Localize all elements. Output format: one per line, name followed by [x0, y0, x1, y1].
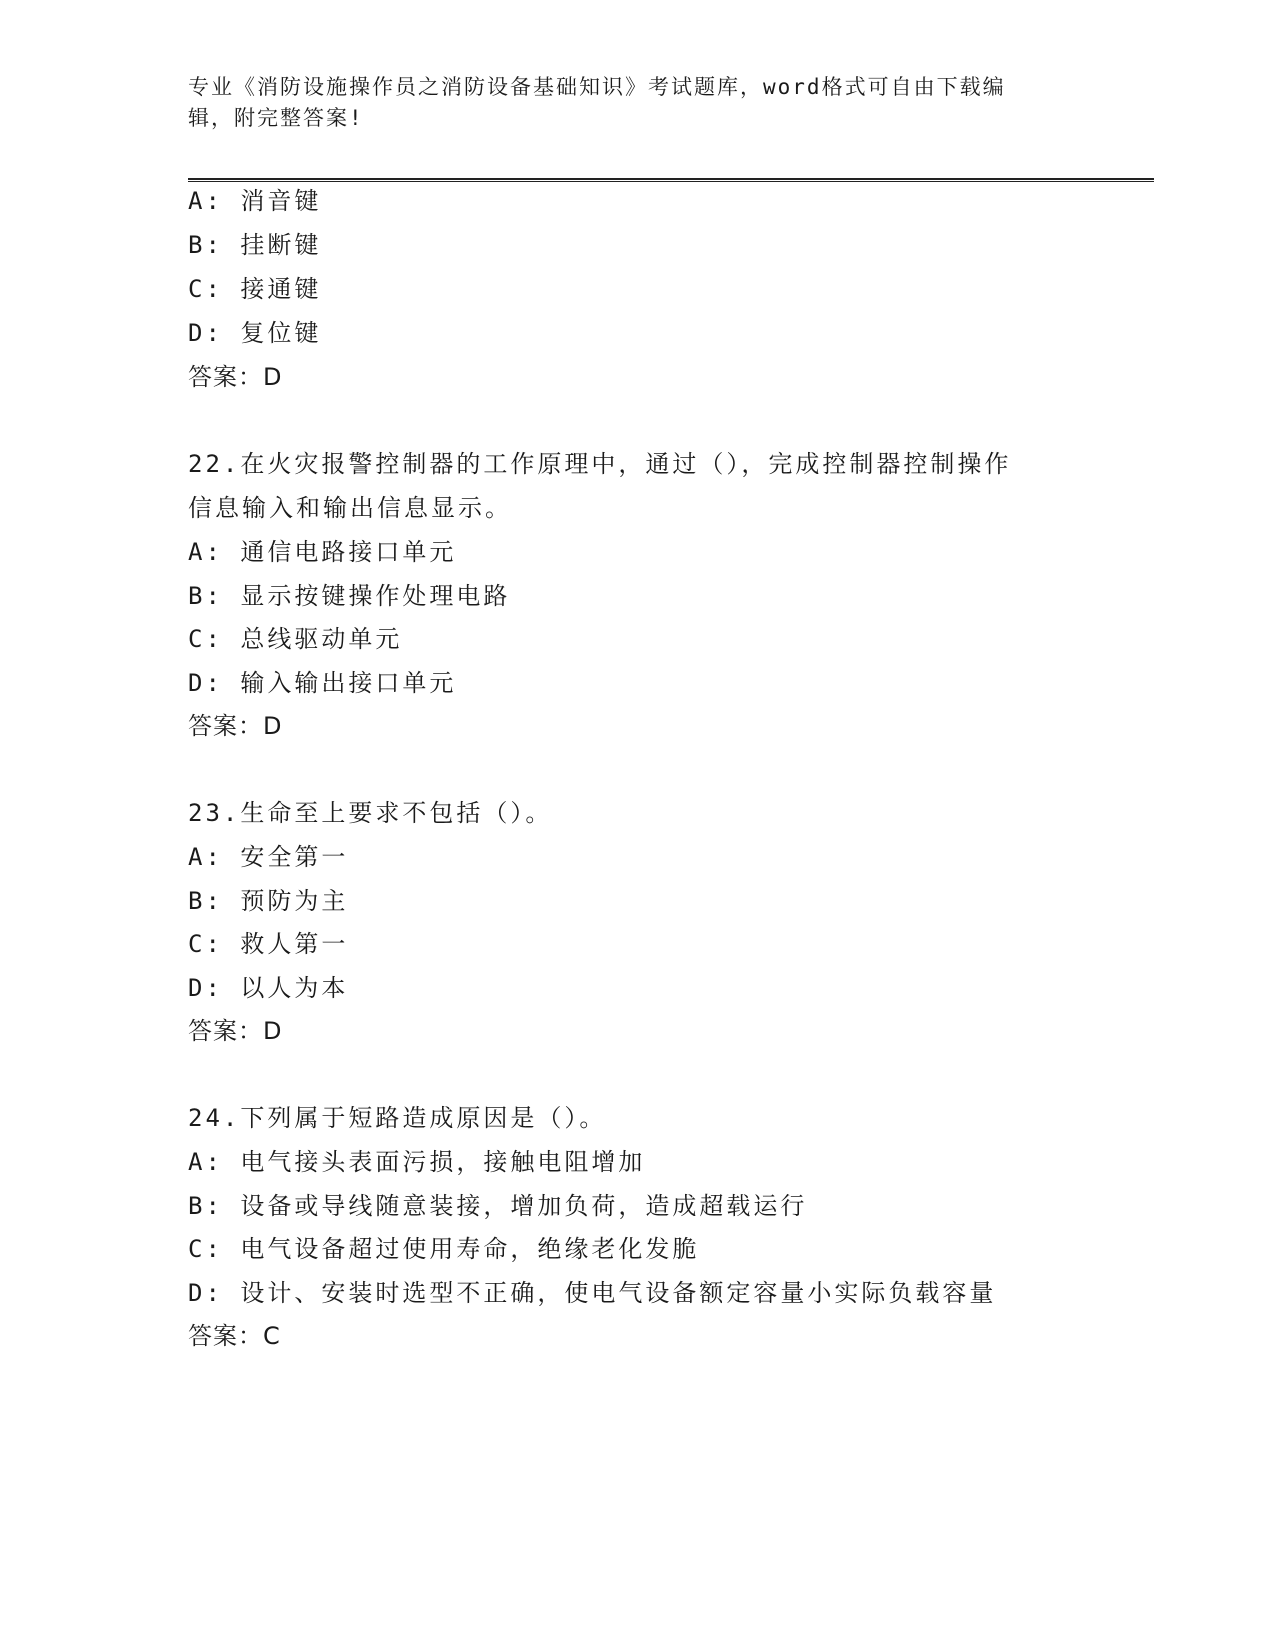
document-header [188, 72, 1068, 134]
q24-option-c: C: 电气设备超过使用寿命，绝缘老化发脆 [188, 1235, 700, 1263]
q23-option-b: B: 预防为主 [188, 887, 349, 915]
q24-stem-line-1: 24.下列属于短路造成原因是（）。 [188, 1104, 607, 1132]
q22-option-d: D: 输入输出接口单元 [188, 669, 457, 697]
q22-stem-line-2: 信息输入和输出信息显示。 [188, 494, 512, 522]
q24-option-d: D: 设计、安装时选型不正确，使电气设备额定容量小实际负载容量 [188, 1279, 997, 1307]
q22-option-b: B: 显示按键操作处理电路 [188, 582, 511, 610]
q22-answer: 答案：D [188, 712, 283, 740]
q23-option-d: D: 以人为本 [188, 974, 349, 1002]
q21-option-c: C: 接通键 [188, 275, 322, 303]
q21-option-b: B: 挂断键 [188, 231, 322, 259]
q21-answer: 答案：D [188, 363, 283, 391]
q21-option-d: D: 复位键 [188, 319, 322, 347]
q21-option-a: A: 消音键 [188, 187, 322, 215]
q24-option-a: A: 电气接头表面污损，接触电阻增加 [188, 1148, 646, 1176]
header-line-2: 辑，附完整答案! [188, 106, 364, 130]
q24-answer: 答案：C [188, 1322, 281, 1350]
q22-stem-line-1: 22.在火灾报警控制器的工作原理中，通过（），完成控制器控制操作 [188, 450, 1012, 478]
q23-answer: 答案：D [188, 1017, 283, 1045]
q24-option-b: B: 设备或导线随意装接，增加负荷，造成超载运行 [188, 1192, 808, 1220]
header-divider [188, 178, 1154, 182]
q23-option-c: C: 救人第一 [188, 930, 349, 958]
q22-option-c: C: 总线驱动单元 [188, 625, 403, 653]
q23-stem-line-1: 23.生命至上要求不包括（）。 [188, 799, 553, 827]
q23-option-a: A: 安全第一 [188, 843, 349, 871]
header-line-1: 专业《消防设施操作员之消防设备基础知识》考试题库，word格式可自由下载编 [188, 75, 1006, 99]
q22-option-a: A: 通信电路接口单元 [188, 538, 457, 566]
